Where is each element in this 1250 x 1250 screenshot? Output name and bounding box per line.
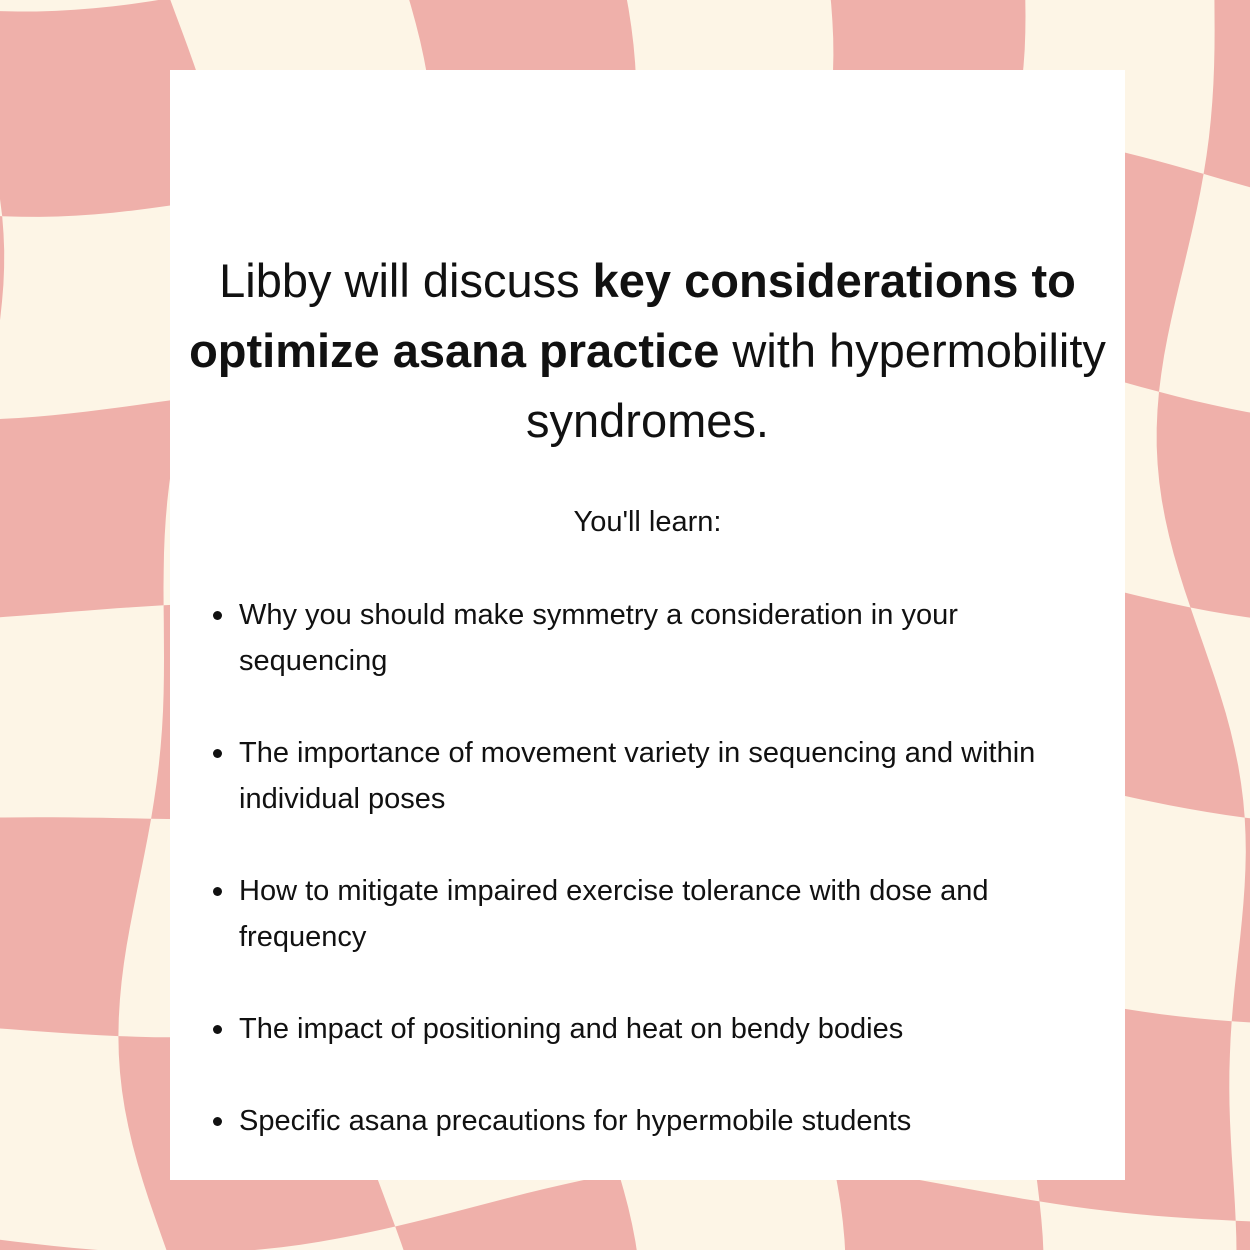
list-item: How to mitigate impaired exercise tolerance with dose and frequency bbox=[212, 868, 1112, 960]
headline-bold-text: key considerations to optimize asana practice bbox=[189, 254, 1076, 377]
headline-text-end: with hypermobility syndromes. bbox=[526, 324, 1106, 447]
headline-text-start: Libby will discuss bbox=[219, 254, 593, 307]
subheading: You'll learn: bbox=[573, 506, 722, 538]
list-item: The importance of movement variety in sequencing and within individual poses bbox=[212, 730, 1112, 822]
list-item: Why you should make symmetry a consideration in your sequencing bbox=[212, 592, 1112, 684]
headline bbox=[170, 246, 1125, 456]
list-item: The impact of positioning and heat on bendy bodies bbox=[212, 1006, 1112, 1052]
learning-list bbox=[212, 592, 1112, 1190]
list-item: Specific asana precautions for hypermobile students bbox=[212, 1098, 1112, 1144]
content-card bbox=[170, 70, 1125, 1180]
checker-square bbox=[0, 398, 185, 618]
